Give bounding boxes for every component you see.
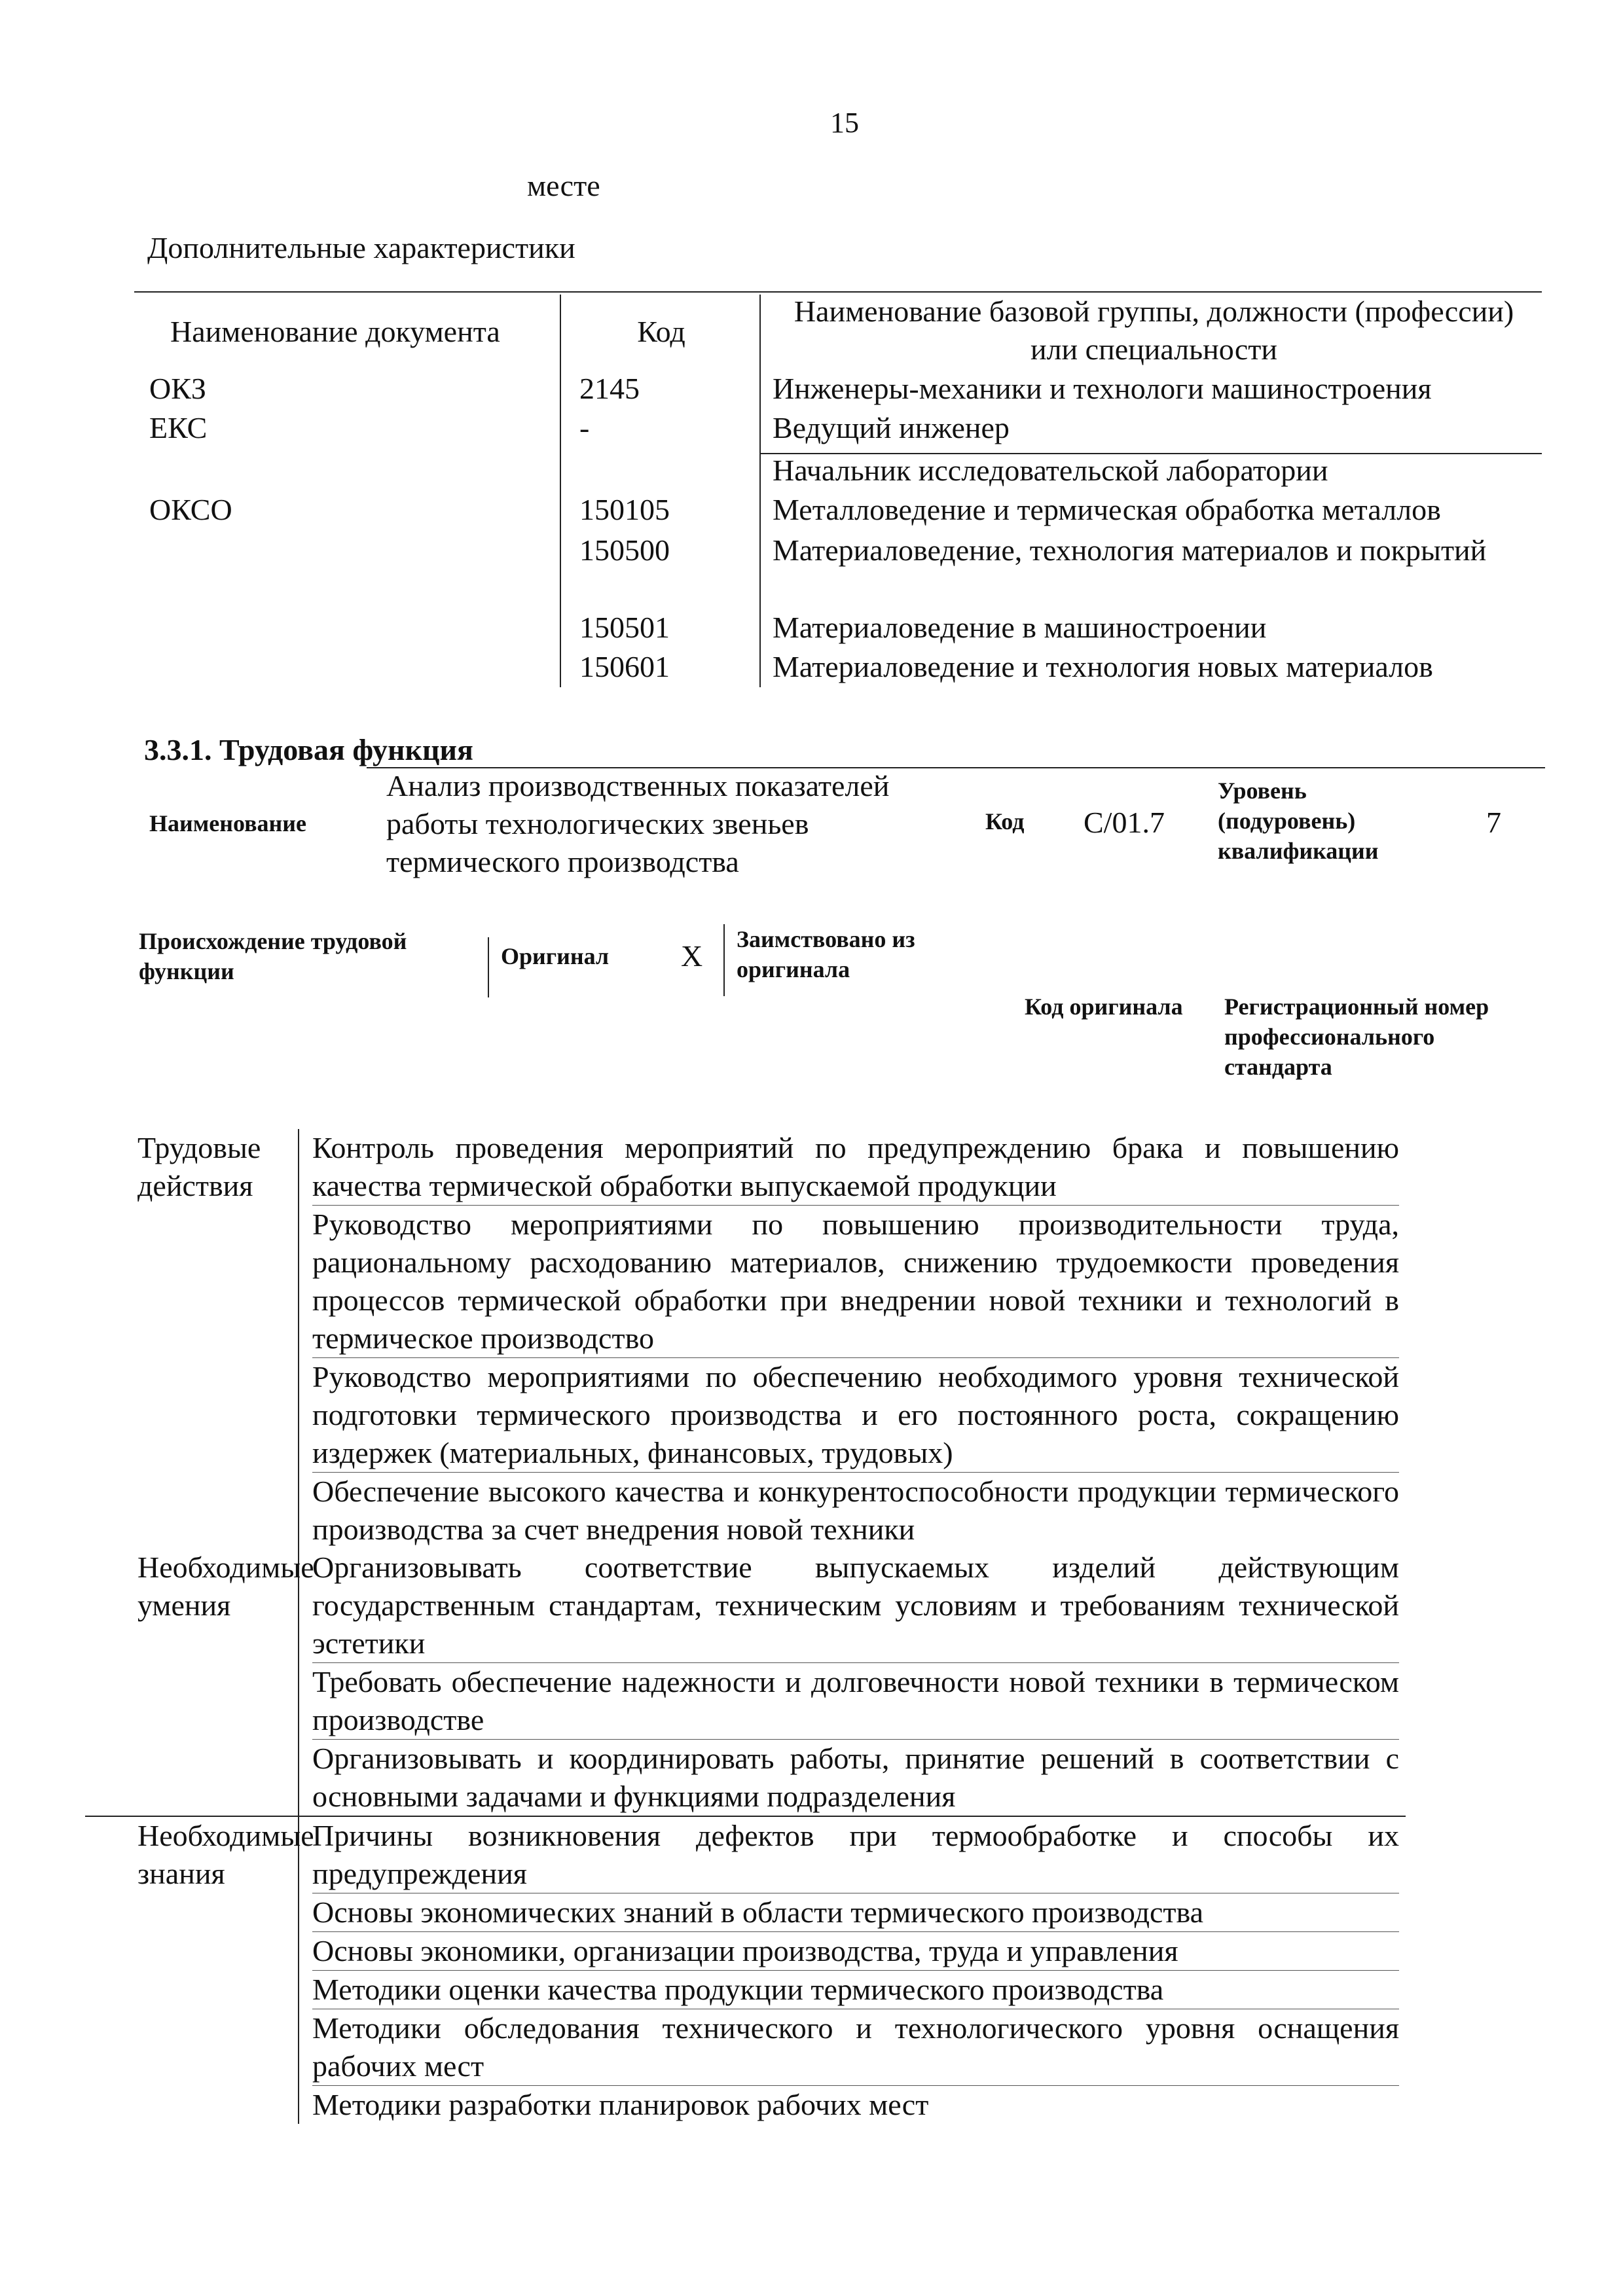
section-items xyxy=(299,1129,1406,1549)
original-mark: X xyxy=(681,939,703,973)
add-row-doc: ОКЗ xyxy=(149,372,206,405)
list-item: Требовать обеспечение надежности и долговечности новой техники в термическом производстве xyxy=(312,1662,1399,1739)
registration-number-label: Регистрационный номер профессионального стандарта xyxy=(1224,994,1489,1080)
carry-over-text: месте xyxy=(527,169,600,202)
borrowed-label: Заимствовано из оригинала xyxy=(737,926,915,982)
function-details-table xyxy=(85,1129,1406,2124)
add-row-name: Материаловедение в машиностроении xyxy=(773,611,1267,644)
section-label: Необходимые умения xyxy=(137,1551,314,1622)
add-row-name: Материаловедение и технология новых материалов xyxy=(773,650,1433,683)
add-row-code: 150601 xyxy=(579,650,670,683)
list-item: Основы экономики, организации производства, труда и управления xyxy=(312,1931,1399,1970)
add-row-name: Ведущий инженер xyxy=(773,411,1010,444)
original-code-label: Код оригинала xyxy=(1025,994,1183,1020)
additional-title: Дополнительные характеристики xyxy=(147,231,575,264)
function-level-label: Уровень (подуровень) квалификации xyxy=(1218,778,1379,864)
list-item: Методики разработки планировок рабочих мест xyxy=(312,2085,1399,2124)
function-heading: 3.3.1. Трудовая функция xyxy=(144,733,473,766)
add-row-name: Металловедение и термическая обработка металлов xyxy=(773,493,1441,526)
add-row-name: Материаловедение, технология материалов и покрытий xyxy=(773,533,1487,567)
add-row-name: Начальник исследовательской лаборатории xyxy=(773,454,1328,487)
add-row-code: - xyxy=(579,411,590,444)
header-code: Код xyxy=(637,315,685,348)
header-name: Наименование базовой группы, должности (профессии) или специальности xyxy=(793,295,1514,366)
add-row-code: 150500 xyxy=(579,533,670,567)
section-actions xyxy=(85,1129,1406,1549)
add-table-divider-2 xyxy=(759,295,761,687)
list-item: Методики оценки качества продукции термического производства xyxy=(312,1970,1399,2009)
origin-box-left xyxy=(488,937,489,997)
section-label: Трудовые действия xyxy=(137,1131,261,1202)
add-row-name: Инженеры-механики и технологи машиностроения xyxy=(773,372,1432,405)
function-name-value: Анализ производственных показателей работы технологических звеньев термического производства xyxy=(386,769,890,878)
list-item: Руководство мероприятиями по обеспечению необходимого уровня технической подготовки термического производства и его постоянного роста, сокращению издержек (материальных, финансовых, трудовых) xyxy=(312,1357,1399,1472)
function-code-value: C/01.7 xyxy=(1084,806,1165,839)
section-items xyxy=(299,1549,1406,1816)
add-table-divider-1 xyxy=(560,295,561,687)
add-row-code: 2145 xyxy=(579,372,640,405)
add-row-code: 150501 xyxy=(579,611,670,644)
add-row-code: 150105 xyxy=(579,493,670,526)
list-item: Методики обследования технического и технологического уровня оснащения рабочих мест xyxy=(312,2009,1399,2085)
origin-label: Происхождение трудовой функции xyxy=(139,928,407,984)
function-name-label: Наименование xyxy=(149,810,306,836)
list-item: Организовывать и координировать работы, принятие решений в соответствии с основными задачами и функциями подразделения xyxy=(312,1739,1399,1816)
page-number: 15 xyxy=(830,107,859,139)
add-row-doc: ЕКС xyxy=(149,411,208,444)
list-item: Контроль проведения мероприятий по предупреждению брака и повышению качества термической обработки выпускаемой продукции xyxy=(312,1131,1399,1202)
list-item: Организовывать соответствие выпускаемых изделий действующим государственным стандартам, техническим условиям и требованиям технической эстетики xyxy=(312,1551,1399,1660)
add-row-doc: ОКСО xyxy=(149,493,232,526)
list-item: Руководство мероприятиями по повышению производительности труда, рациональному расходованию материалов, снижению трудоемкости проведения процессов термической обработки при внедрении новой техники и технологий в термическое производство xyxy=(312,1205,1399,1357)
function-code-label: Код xyxy=(985,808,1025,834)
section-skills xyxy=(85,1549,1406,1816)
list-item: Основы экономических знаний в области термического производства xyxy=(312,1893,1399,1931)
origin-box-divider xyxy=(723,924,725,996)
function-level-value: 7 xyxy=(1486,806,1501,839)
section-knowledge xyxy=(85,1816,1406,2124)
section-label: Необходимые знания xyxy=(85,1816,299,2124)
list-item: Причины возникновения дефектов при термообработке и способы их предупреждения xyxy=(312,1819,1399,1890)
original-label: Оригинал xyxy=(501,943,610,969)
header-doc: Наименование документа xyxy=(170,315,500,348)
section-items xyxy=(299,1816,1406,2124)
list-item: Обеспечение высокого качества и конкурентоспособности продукции термического производства за счет внедрения новой техники xyxy=(312,1472,1399,1549)
